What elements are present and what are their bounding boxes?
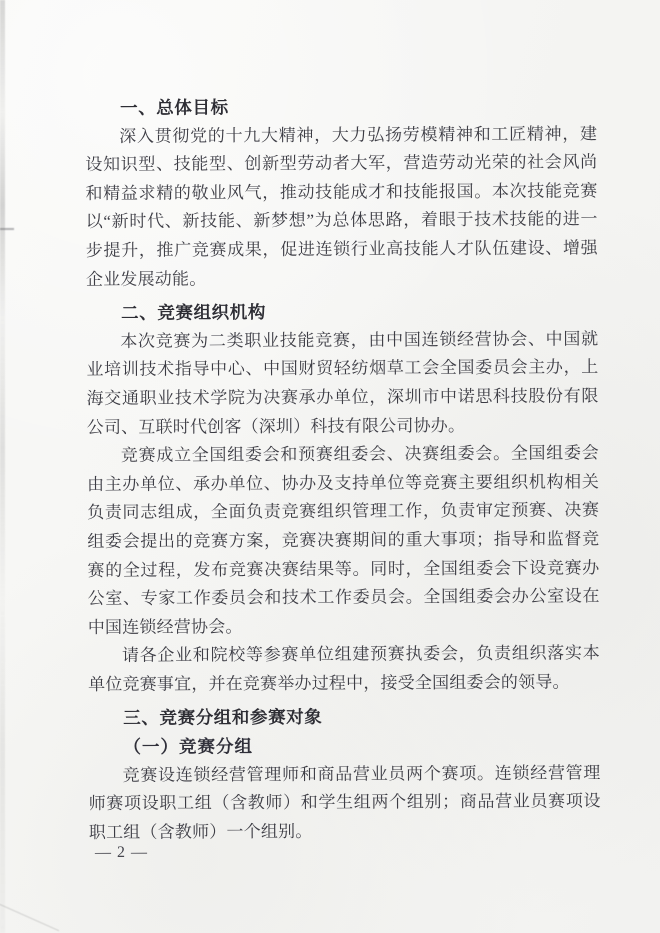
section-2-paragraph-1: 本次竞赛为二类职业技能竞赛，由中国连锁经营协会、中国就业培训技术指导中心、中国财贸轻纺烟草工会全国委员会主办，上海交通职业技术学院为决赛承办单位，深圳市中诺思科技股份有限公司、互联时代创客（深圳）科技有限公司协办。 bbox=[86, 329, 599, 437]
scan-scratch-artifact bbox=[0, 228, 14, 230]
scan-edge-artifact bbox=[0, 0, 5, 933]
section-2-paragraph-2: 竞赛成立全国组委会和预赛组委会、决赛组委会。全国组委会由主办单位、承办单位、协办及支持单位等竞赛主要组织机构相关负责同志组成，全面负责竞赛组织管理工作，负责审定预赛、决赛组委会提出的竞赛方案，竞赛决赛期间的重大事项；指导和监督竞赛的全过程，发布竞赛决赛结果等。同时，全国组委会下设竞赛办公室、专家工作委员会和技术工作委员会。全国组委会办公室设在中国连锁经营协会。 bbox=[86, 443, 600, 637]
document-content bbox=[85, 91, 601, 847]
section-3-paragraph-1: 竞赛设连锁经营管理师和商品营业员两个赛项。连锁经营管理师赛项设职工组（含教师）和学生组两个组别；商品营业员赛项设职工组（含教师）一个组别。 bbox=[88, 762, 601, 842]
section-1-paragraph-1: 深入贯彻党的十九大精神，大力弘扬劳模精神和工匠精神，建设知识型、技能型、创新型劳动者大军，营造劳动光荣的社会风尚和精益求精的敬业风气，推动技能成才和技能报国。本次技能竞赛以“新时代、新技能、新梦想”为总体思路，着眼于技术技能的进一步提升，推广竞赛成果，促进连锁行业高技能人才队伍建设、增强企业发展动能。 bbox=[85, 123, 598, 289]
section-2-paragraph-3: 请各企业和院校等参赛单位组建预赛执委会，负责组织落实本单位竞赛事宜，并在竞赛举办过程中，接受全国组委会的领导。 bbox=[88, 643, 600, 694]
scan-corner-line-artifact bbox=[0, 902, 59, 931]
section-2-heading: 二、竞赛组织机构 bbox=[121, 302, 267, 323]
section-3-heading: 三、竞赛分组和参赛对象 bbox=[123, 707, 323, 729]
page-number: — 2 — bbox=[94, 843, 149, 862]
section-1-heading: 一、总体目标 bbox=[120, 97, 229, 118]
section-3-subheading: （一）竞赛分组 bbox=[123, 736, 253, 757]
